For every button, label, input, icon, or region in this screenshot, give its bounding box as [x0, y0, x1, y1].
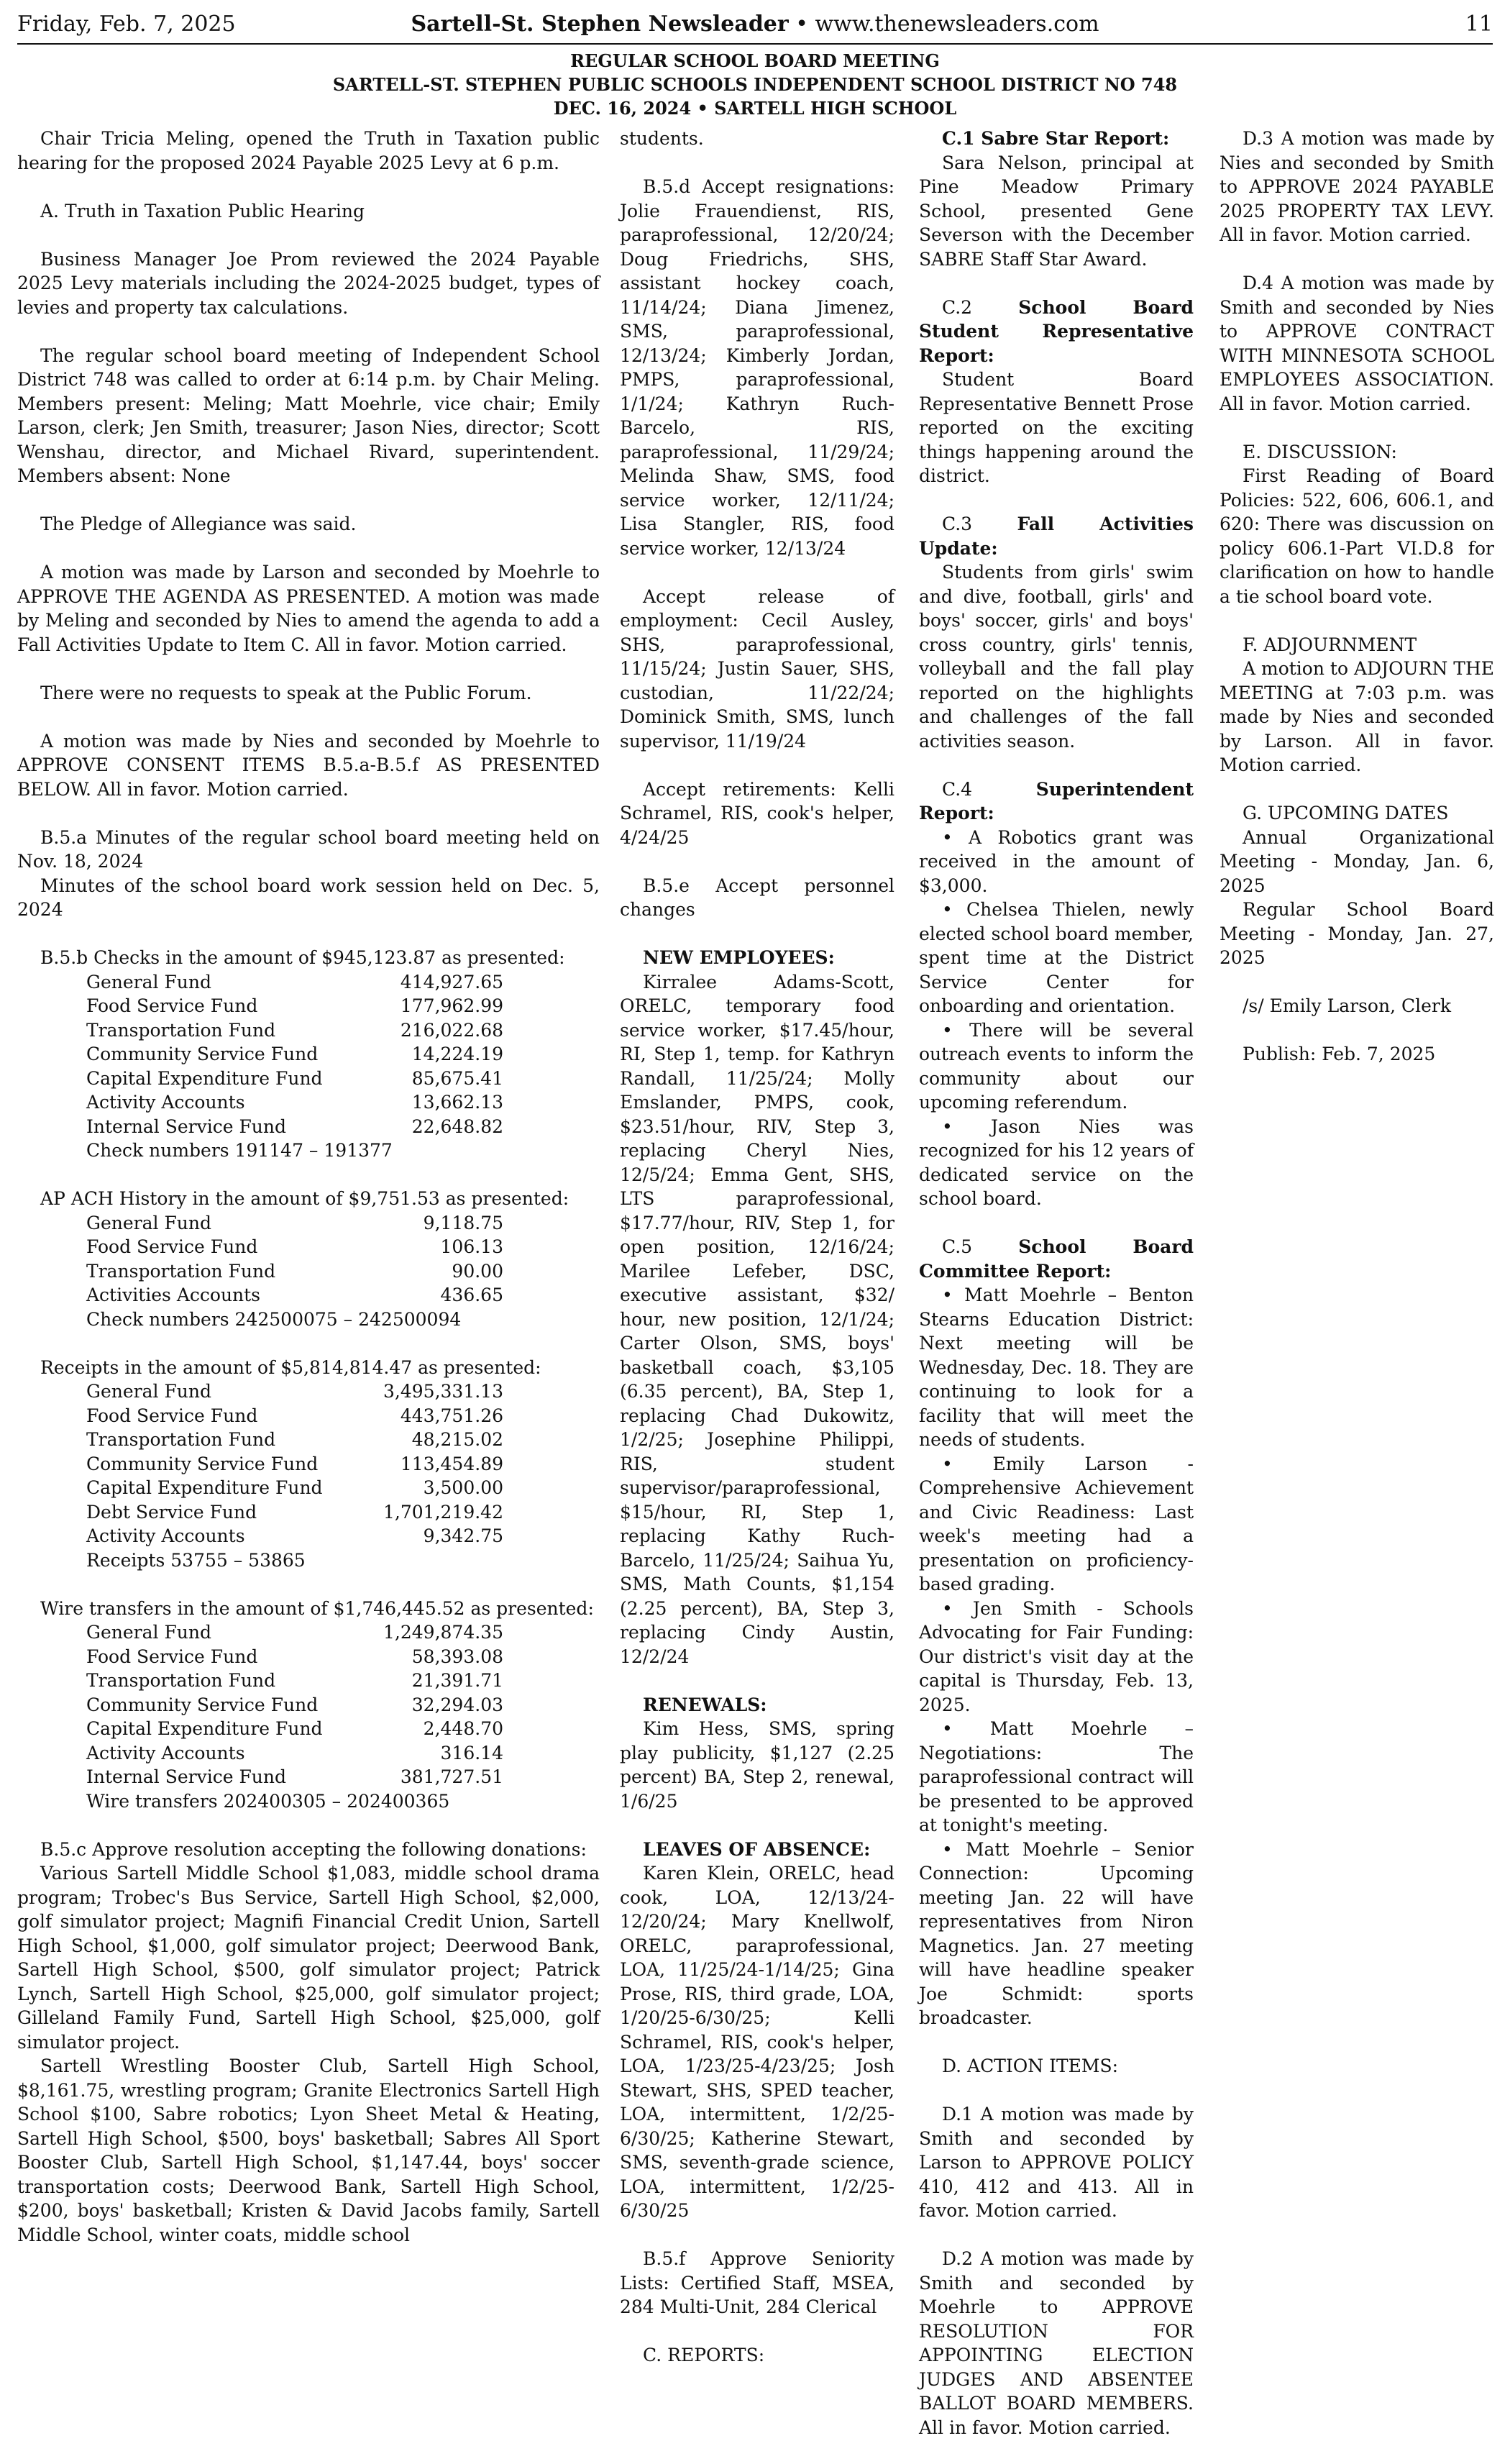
table-title: Receipts in the amount of $5,814,814.47 as presented: [40, 1356, 541, 1378]
paragraph: D.3 A motion was made by Nies and seconded by Smith to APPROVE 2024 PAYABLE 2025 PROPERTY TAX LEVY. All in favor. Motion carried. [1220, 128, 1494, 245]
paragraph: D.4 A motion was made by Smith and seconded by Nies to APPROVE CONTRACT WITH MINNESOTA SCHOOL EMPLOYEES ASSOCIATION. All in favor. Motion carried. [1220, 273, 1494, 414]
section-heading: C.5 School Board Committee Report: [919, 1236, 1194, 1282]
paragraph: Accept release of employment: Cecil Ausley, SHS, paraprofessional, 11/15/24; Justin Sauer, SHS, custodian, 11/22/24; Dominick Smith, SMS, lunch supervisor, 11/19/24 [620, 585, 894, 752]
list-item: • Matt Moehrle – Senior Connection: Upcoming meeting Jan. 22 will have representatives from Niron Magnetics. Jan. 27 meeting will have headline speaker Joe Schmidt: sports broadcaster. [919, 1838, 1194, 2028]
list-item: • Matt Moehrle – Benton Stearns Education District: Next meeting will be Wednesday, Dec. 18. They are continuing to look for a facility that will meet the needs of students. [919, 1285, 1194, 1450]
list-item: • Chelsea Thielen, newly elected school board member, spent time at the District Service Center for onboarding and orientation. [919, 899, 1194, 1016]
page-header [17, 10, 1493, 45]
paragraph: The regular school board meeting of Independent School District 748 was called to order at 6:14 p.m. by Chair Meling. Members present: Meling; Matt Moehrle, vice chair; Emily Larson, clerk; Jen Smith, treasurer; Jason Nies, director; Scott Wenshau, director, and Michael Rivard, superintendent. Members absent: None [17, 344, 600, 486]
list-item: • There will be several outreach events to inform the community about our upcoming referendum. [919, 1019, 1194, 1113]
wire-table [17, 1597, 600, 1814]
table-row: Food Service Fund 58,393.08 [86, 1646, 503, 1667]
table-row: Transportation Fund 216,022.68 [86, 1019, 503, 1041]
section-heading: E. DISCUSSION: [1243, 441, 1397, 462]
table-title: Wire transfers in the amount of $1,746,445.52 as presented: [40, 1597, 594, 1619]
table-row: General Fund 1,249,874.35 [86, 1622, 503, 1643]
table-title: B.5.b Checks in the amount of $945,123.87 as presented: [40, 947, 565, 968]
table-row: Capital Expenditure Fund 2,448.70 [86, 1718, 503, 1739]
table-row: Internal Service Fund 22,648.82 [86, 1115, 503, 1137]
receipt-numbers: Receipts 53755 – 53865 [86, 1549, 306, 1571]
list-item: • Jen Smith - Schools Advocating for Fair Funding: Our district's visit day at the capital is Thursday, Feb. 13, 2025. [919, 1597, 1194, 1715]
column-3 [919, 127, 1194, 2464]
table-row: General Fund 9,118.75 [86, 1212, 503, 1233]
paragraph: A motion was made by Nies and seconded by Moehrle to APPROVE CONSENT ITEMS B.5.a-B.5.f AS PRESENTED BELOW. All in favor. Motion carried. [17, 730, 600, 800]
table-row: Debt Service Fund 1,701,219.42 [86, 1501, 503, 1523]
paragraph: D.1 A motion was made by Smith and seconded by Larson to APPROVE POLICY 410, 412 and 413. All in favor. Motion carried. [919, 2104, 1194, 2221]
table-row: Transportation Fund 21,391.71 [86, 1670, 503, 1691]
list-item: Annual Organizational Meeting - Monday, Jan. 6, 2025 [1220, 826, 1494, 896]
section-heading: C. REPORTS: [643, 2345, 765, 2365]
paragraph: B.5.e Accept personnel changes [620, 875, 894, 920]
list-item: • Emily Larson - Comprehensive Achievement and Civic Readiness: Last week's meeting had a presentation on proficiency-based grading. [919, 1453, 1194, 1594]
check-numbers: Check numbers 242500075 – 242500094 [86, 1308, 462, 1330]
section-heading: C.1 Sabre Star Report: [942, 128, 1170, 149]
section-heading: C.4 Superintendent Report: [919, 778, 1194, 823]
paragraph: Karen Klein, ORELC, head cook, LOA, 12/13/24-12/20/24; Mary Knellwolf, ORELC, paraprofessional, LOA, 11/25/24-1/14/25; Gina Prose, RIS, third grade, LOA, 1/20/25-6/30/25; Kelli Schramel, RIS, cook's helper, LOA, 1/23/25-4/23/25; Josh Stewart, SHS, SPED teacher, LOA, intermittent, 1/2/25-6/30/25; Katherine Stewart, SMS, seventh-grade science, LOA, intermittent, 1/2/25-6/30/25 [620, 1863, 894, 2221]
table-row: Transportation Fund 48,215.02 [86, 1429, 503, 1450]
paragraph: Business Manager Joe Prom reviewed the 2024 Payable 2025 Levy materials including the 2024-2025 budget, types of levies and property tax calculations. [17, 248, 600, 318]
table-row: Activity Accounts 13,662.13 [86, 1092, 503, 1113]
section-heading: NEW EMPLOYEES: [643, 947, 835, 968]
paragraph: B.5.d Accept resignations: Jolie Frauendienst, RIS, paraprofessional, 12/20/24; Doug Friedrichs, SHS, assistant hockey coach, 11/14/24; Diana Jimenez, SMS, paraprofessional, 12/13/24; Kimberly Jordan, PMPS, paraprofessional, 1/1/24; Kathryn Ruch-Barcelo, RIS, paraprofessional, 11/29/24; Melinda Shaw, SMS, food service worker, 12/11/24; Lisa Stangler, RIS, food service worker, 12/13/24 [620, 176, 894, 559]
meeting-date: DEC. 16, 2024 • SARTELL HIGH SCHOOL [553, 98, 957, 119]
table-row: Food Service Fund 106.13 [86, 1236, 503, 1257]
donations-title: B.5.c Approve resolution accepting the following donations: [40, 1838, 587, 1860]
column-1 [17, 127, 600, 2247]
section-heading: LEAVES OF ABSENCE: [643, 1838, 871, 1860]
paragraph: A motion was made by Larson and seconded by Moehrle to APPROVE THE AGENDA AS PRESENTED. A motion was made by Meling and seconded by Nies to amend the agenda to add a Fall Activities Update to Item C. All in favor. Motion carried. [17, 562, 600, 655]
paragraph: There were no requests to speak at the Public Forum. [40, 682, 532, 703]
table-title: AP ACH History in the amount of $9,751.53 as presented: [40, 1188, 569, 1209]
paragraph: D.2 A motion was made by Smith and seconded by Moehrle to APPROVE RESOLUTION FOR APPOINTING ELECTION JUDGES AND ABSENTEE BALLOT BOARD MEMBERS. All in favor. Motion carried. [919, 2248, 1194, 2438]
paragraph: students. [620, 128, 704, 149]
paragraph: Chair Tricia Meling, opened the Truth in Taxation public hearing for the proposed 2024 Payable 2025 Levy at 6 p.m. [17, 128, 600, 173]
paragraph: Student Board Representative Bennett Prose reported on the exciting things happening around the district. [919, 369, 1194, 486]
paragraph: Minutes of the school board work session held on Dec. 5, 2024 [17, 875, 600, 920]
column-2 [620, 127, 894, 2391]
table-row: Capital Expenditure Fund 3,500.00 [86, 1477, 503, 1498]
meeting-titles [17, 49, 1493, 120]
table-row: Transportation Fund 90.00 [86, 1260, 503, 1282]
section-heading: RENEWALS: [643, 1694, 767, 1715]
page-number: 11 [1465, 12, 1493, 37]
paragraph: Sartell Wrestling Booster Club, Sartell High School, $8,161.75, wrestling program; Granite Electronics Sartell High School $100, Sabre robotics; Lyon Sheet Metal & Heating, Sartell High School, $500, boys' basketball; Sabres All Sport Booster Club, Sartell High School, $1,147.44, boys' soccer transportation costs; Deerwood Bank, Sartell High School, $200, boys' basketball; Kristen & David Jacobs family, Sartell Middle School, winter coats, middle school [17, 2055, 600, 2245]
paragraph: Accept retirements: Kelli Schramel, RIS, cook's helper, 4/24/25 [620, 778, 894, 848]
wire-numbers: Wire transfers 202400305 – 202400365 [86, 1790, 450, 1812]
list-item: • Jason Nies was recognized for his 12 years of dedicated service on the school board. [919, 1115, 1194, 1209]
list-item: Regular School Board Meeting - Monday, Jan. 27, 2025 [1220, 899, 1494, 968]
paragraph: B.5.a Minutes of the regular school board meeting held on Nov. 18, 2024 [17, 826, 600, 872]
table-row: Community Service Fund 113,454.89 [86, 1453, 503, 1474]
section-heading: A. Truth in Taxation Public Hearing [40, 200, 365, 222]
table-row: Activities Accounts 436.65 [86, 1285, 503, 1305]
bullet-separator: • [795, 12, 815, 37]
section-heading: D. ACTION ITEMS: [942, 2055, 1119, 2076]
paragraph: A motion to ADJOURN THE MEETING at 7:03 p.m. was made by Nies and seconded by Larson. All in favor. Motion carried. [1220, 658, 1494, 775]
table-row: General Fund 3,495,331.13 [86, 1381, 503, 1402]
list-item: • A Robotics grant was received in the amount of $3,000. [919, 826, 1194, 896]
district-title: SARTELL-ST. STEPHEN PUBLIC SCHOOLS INDEPENDENT SCHOOL DISTRICT NO 748 [332, 74, 1178, 95]
paper-name: Sartell-St. Stephen Newsleader [411, 12, 789, 37]
receipts-table [17, 1356, 600, 1573]
table-row: General Fund 414,927.65 [86, 971, 503, 993]
signature: /s/ Emily Larson, Clerk [1243, 995, 1451, 1016]
paragraph: Various Sartell Middle School $1,083, middle school drama program; Trobec's Bus Service, Sartell High School, $2,000, golf simulator project; Magnifi Financial Credit Union, Sartell High School, $1,000, golf simulator project; Deerwood Bank, Sartell High School, $500, golf simulator project; Patrick Lynch, Sartell High School, $25,000, golf simulator project; Gilleland Family Fund, Sartell High School, $25,000, golf simulator project. [17, 1863, 600, 2053]
paragraph: First Reading of Board Policies: 522, 606, 606.1, and 620: There was discussion on policy 606.1-Part VI.D.8 for clarification on how to handle a tie school board vote. [1220, 465, 1494, 607]
paragraph: B.5.f Approve Seniority Lists: Certified Staff, MSEA, 284 Multi-Unit, 284 Clerical [620, 2248, 894, 2317]
list-item: • Matt Moehrle – Negotiations: The paraprofessional contract will be presented to be approved at tonight's meeting. [919, 1718, 1194, 1835]
table-row: Capital Expenditure Fund 85,675.41 [86, 1067, 503, 1089]
column-4 [1220, 127, 1494, 1090]
site-url[interactable]: www.thenewsleaders.com [815, 12, 1099, 37]
table-row: Activity Accounts 9,342.75 [86, 1525, 503, 1546]
section-heading: F. ADJOURNMENT [1243, 634, 1417, 655]
paragraph: Sara Nelson, principal at Pine Meadow Primary School, presented Gene Severson with the December SABRE Staff Star Award. [919, 152, 1194, 270]
meeting-title: REGULAR SCHOOL BOARD MEETING [570, 50, 940, 71]
table-row: Community Service Fund 14,224.19 [86, 1044, 503, 1064]
section-heading: G. UPCOMING DATES [1243, 803, 1449, 823]
section-heading: C.3 Fall Activities Update: [919, 514, 1194, 559]
paragraph: The Pledge of Allegiance was said. [40, 514, 357, 534]
publish-date: Publish: Feb. 7, 2025 [1243, 1044, 1436, 1064]
table-row: Internal Service Fund 381,727.51 [86, 1766, 503, 1787]
check-numbers: Check numbers 191147 – 191377 [86, 1140, 393, 1161]
section-heading: C.2 School Board Student Representative Report: [919, 296, 1194, 366]
table-row: Food Service Fund 443,751.26 [86, 1405, 503, 1426]
table-row: Activity Accounts 316.14 [86, 1742, 503, 1763]
ach-table [17, 1187, 600, 1331]
paragraph: Kim Hess, SMS, spring play publicity, $1,127 (2.25 percent) BA, Step 2, renewal, 1/6/25 [620, 1718, 894, 1812]
paragraph: Kirralee Adams-Scott, ORELC, temporary food service worker, $17.45/hour, RI, Step 1, temp. for Kathryn Randall, 11/25/24; Molly Emslander, PMPS, cook, $23.51/hour, RIV, Step 3, replacing Cheryl Nies, 12/5/24; Emma Gent, SHS, LTS paraprofessional, $17.77/hour, RIV, Step 1, for open position, 12/16/24; Marilee Lefeber, DSC, executive assistant, $32/ hour, new position, 12/1/24; Carter Olson, SMS, boys' basketball coach, $3,105 (6.35 percent), BA, Step 1, replacing Chad Dukowitz, 1/2/25; Josephine Philippi, RIS, student supervisor/paraprofessional, $15/hour, RI, Step 1, replacing Kathy Ruch-Barcelo, 11/25/24; Saihua Yu, SMS, Math Counts, $1,154 (2.25 percent), BA, Step 3, replacing Cindy Austin, 12/2/24 [620, 971, 894, 1667]
checks-table [17, 946, 600, 1163]
issue-date: Friday, Feb. 7, 2025 [17, 12, 236, 37]
table-row: Food Service Fund 177,962.99 [86, 995, 503, 1016]
paragraph: Students from girls' swim and dive, football, girls' and boys' soccer, girls' and boys' cross country, girls' tennis, volleyball and the fall play reported on the highlights and challenges of the fall activities season. [919, 562, 1194, 752]
table-row: Community Service Fund 32,294.03 [86, 1694, 503, 1715]
masthead [17, 12, 1493, 37]
